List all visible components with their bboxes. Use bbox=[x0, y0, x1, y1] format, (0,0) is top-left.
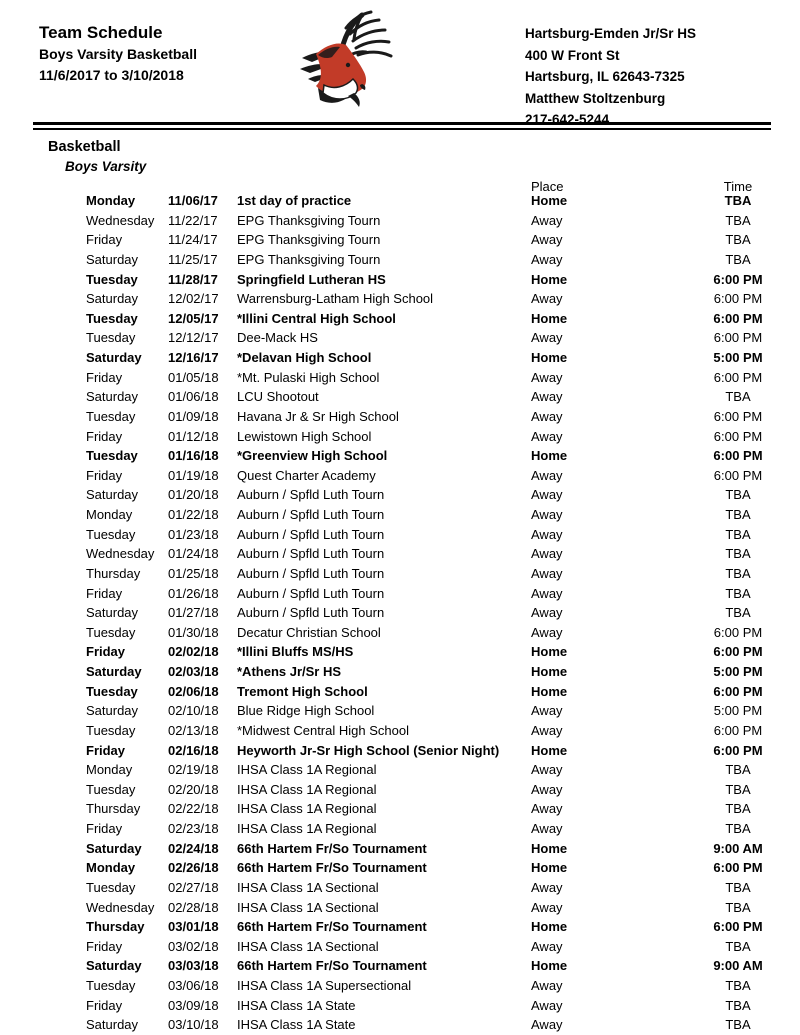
cell-time: TBA bbox=[725, 821, 751, 836]
cell-day: Monday bbox=[86, 762, 133, 778]
cell-place: Away bbox=[531, 389, 563, 405]
table-row bbox=[86, 488, 771, 508]
table-row bbox=[86, 959, 771, 979]
cell-place: Away bbox=[531, 879, 563, 895]
cell-time: 6:00 PM bbox=[713, 919, 763, 935]
cell-date: 03/06/18 bbox=[168, 978, 219, 993]
table-row bbox=[86, 763, 771, 783]
cell-time: 9:00 AM bbox=[713, 958, 763, 974]
cell-day: Friday bbox=[86, 232, 123, 248]
cell-date: 01/05/18 bbox=[168, 369, 219, 385]
cell-date: 03/01/18 bbox=[168, 919, 219, 935]
cell-time: TBA bbox=[725, 938, 751, 954]
team-subtitle: Boys Varsity Basketball bbox=[39, 46, 197, 62]
cell-time: 6:00 PM bbox=[713, 467, 763, 483]
cell-time: 5:00 PM bbox=[713, 664, 763, 679]
table-row bbox=[86, 351, 771, 371]
cell-place: Away bbox=[531, 212, 563, 228]
cell-day: Friday bbox=[86, 467, 123, 483]
school-address: 400 W Front St bbox=[525, 47, 620, 63]
cell-date: 03/10/18 bbox=[168, 1017, 219, 1033]
cell-place: Away bbox=[531, 408, 563, 424]
cell-place: Home bbox=[531, 860, 568, 876]
cell-day: Tuesday bbox=[86, 310, 138, 326]
table-row bbox=[86, 802, 771, 822]
cell-day: Friday bbox=[86, 644, 126, 660]
cell-time: 5:00 PM bbox=[713, 350, 763, 365]
cell-event: IHSA Class 1A Supersectional bbox=[237, 978, 412, 993]
table-row bbox=[86, 979, 771, 999]
cell-day: Monday bbox=[86, 860, 136, 876]
school-city: Hartsburg, IL 62643-7325 bbox=[525, 69, 685, 84]
cell-place: Away bbox=[531, 251, 563, 267]
cell-event: 66th Hartem Fr/So Tournament bbox=[237, 860, 427, 876]
stag-mascot-logo-icon bbox=[300, 8, 400, 113]
table-row bbox=[86, 842, 771, 862]
table-row bbox=[86, 410, 771, 430]
cell-date: 11/22/17 bbox=[168, 212, 218, 228]
cell-day: Saturday bbox=[86, 958, 142, 974]
table-row bbox=[86, 665, 771, 685]
table-row bbox=[86, 508, 771, 528]
cell-time: TBA bbox=[725, 899, 751, 915]
cell-date: 02/03/18 bbox=[168, 664, 219, 679]
cell-event: Heyworth Jr-Sr High School (Senior Night) bbox=[237, 742, 500, 758]
cell-place: Away bbox=[531, 801, 563, 817]
cell-place: Home bbox=[531, 683, 568, 699]
cell-place: Away bbox=[531, 624, 563, 640]
cell-date: 01/22/18 bbox=[168, 507, 219, 522]
cell-time: 6:00 PM bbox=[713, 408, 763, 424]
cell-day: Wednesday bbox=[86, 546, 155, 562]
cell-time: 6:00 PM bbox=[713, 369, 763, 385]
cell-day: Saturday bbox=[86, 291, 139, 307]
cell-day: Tuesday bbox=[86, 624, 136, 640]
cell-time: 6:00 PM bbox=[713, 291, 763, 307]
cell-place: Away bbox=[531, 899, 563, 915]
cell-date: 02/24/18 bbox=[168, 840, 219, 856]
header-right bbox=[525, 23, 696, 131]
cell-place: Away bbox=[531, 605, 563, 621]
cell-event: IHSA Class 1A State bbox=[237, 997, 356, 1013]
cell-time: TBA bbox=[725, 762, 751, 778]
cell-time: TBA bbox=[725, 251, 751, 267]
cell-date: 02/02/18 bbox=[168, 644, 219, 660]
cell-date: 12/16/17 bbox=[168, 350, 219, 365]
table-row bbox=[86, 312, 771, 332]
cell-date: 01/20/18 bbox=[168, 487, 219, 503]
cell-date: 01/27/18 bbox=[168, 605, 219, 621]
double-rule-divider bbox=[33, 122, 771, 130]
cell-time: 6:00 PM bbox=[713, 860, 763, 876]
cell-date: 02/22/18 bbox=[168, 801, 219, 817]
table-row bbox=[86, 861, 771, 881]
cell-day: Saturday bbox=[86, 664, 142, 679]
school-name: Hartsburg-Emden Jr/Sr HS bbox=[525, 26, 697, 41]
table-row bbox=[86, 469, 771, 489]
cell-time: 6:00 PM bbox=[713, 330, 763, 346]
cell-event: Springfield Lutheran HS bbox=[237, 271, 386, 287]
cell-event: EPG Thanksgiving Tourn bbox=[237, 251, 381, 267]
table-row bbox=[86, 331, 771, 351]
cell-time: TBA bbox=[725, 507, 751, 522]
column-header-time: Time bbox=[723, 179, 753, 194]
column-header-spacer bbox=[86, 180, 531, 193]
cell-date: 01/26/18 bbox=[168, 585, 219, 601]
cell-place: Away bbox=[531, 1017, 563, 1033]
cell-place: Home bbox=[531, 840, 568, 856]
cell-place: Home bbox=[531, 919, 568, 935]
table-row bbox=[86, 194, 771, 214]
cell-place: Away bbox=[531, 997, 563, 1013]
cell-day: Thursday bbox=[86, 919, 145, 935]
cell-day: Saturday bbox=[86, 251, 139, 267]
cell-time: 5:00 PM bbox=[713, 703, 763, 719]
cell-date: 01/09/18 bbox=[168, 408, 219, 424]
cell-date: 12/12/17 bbox=[168, 330, 219, 346]
cell-event: IHSA Class 1A Regional bbox=[237, 781, 377, 797]
cell-date: 01/06/18 bbox=[168, 389, 219, 405]
date-range: 11/6/2017 to 3/10/2018 bbox=[39, 67, 184, 83]
cell-day: Saturday bbox=[86, 350, 142, 365]
cell-event: *Delavan High School bbox=[237, 350, 372, 365]
page-title: Team Schedule bbox=[39, 23, 163, 42]
cell-event: *Illini Central High School bbox=[237, 310, 396, 326]
cell-event: *Greenview High School bbox=[237, 448, 388, 464]
table-header-row bbox=[86, 180, 771, 193]
table-row bbox=[86, 371, 771, 391]
cell-time: TBA bbox=[724, 193, 752, 208]
cell-event: IHSA Class 1A Sectional bbox=[237, 938, 379, 954]
table-row bbox=[86, 940, 771, 960]
cell-event: Auburn / Spfld Luth Tourn bbox=[237, 526, 385, 542]
cell-event: 66th Hartem Fr/So Tournament bbox=[237, 919, 427, 935]
cell-event: IHSA Class 1A Regional bbox=[237, 821, 377, 836]
cell-date: 03/03/18 bbox=[168, 958, 219, 974]
cell-place: Away bbox=[531, 565, 563, 581]
table-row bbox=[86, 253, 771, 273]
cell-date: 11/06/17 bbox=[168, 193, 218, 208]
cell-event: Warrensburg-Latham High School bbox=[237, 291, 434, 307]
cell-time: 6:00 PM bbox=[713, 310, 763, 326]
table-row bbox=[86, 547, 771, 567]
cell-place: Away bbox=[531, 291, 563, 307]
cell-place: Away bbox=[531, 762, 563, 778]
cell-day: Saturday bbox=[86, 389, 139, 405]
cell-day: Friday bbox=[86, 742, 126, 758]
cell-place: Away bbox=[531, 821, 563, 836]
cell-place: Away bbox=[531, 585, 563, 601]
cell-date: 11/24/17 bbox=[168, 232, 218, 248]
cell-event: EPG Thanksgiving Tourn bbox=[237, 212, 381, 228]
cell-time: TBA bbox=[725, 212, 751, 228]
cell-event: EPG Thanksgiving Tourn bbox=[237, 232, 381, 248]
table-row bbox=[86, 430, 771, 450]
cell-day: Wednesday bbox=[86, 212, 155, 228]
cell-day: Saturday bbox=[86, 1017, 139, 1033]
cell-event: Quest Charter Academy bbox=[237, 467, 376, 483]
cell-place: Home bbox=[531, 448, 568, 464]
table-row bbox=[86, 567, 771, 587]
table-row bbox=[86, 273, 771, 293]
cell-place: Home bbox=[531, 310, 568, 326]
cell-place: Away bbox=[531, 526, 563, 542]
cell-event: *Midwest Central High School bbox=[237, 722, 409, 738]
cell-time: TBA bbox=[725, 565, 751, 581]
cell-time: 6:00 PM bbox=[713, 742, 763, 758]
cell-date: 01/30/18 bbox=[168, 624, 219, 640]
cell-place: Home bbox=[531, 193, 568, 208]
cell-event: Auburn / Spfld Luth Tourn bbox=[237, 507, 385, 522]
cell-place: Away bbox=[531, 487, 563, 503]
team-heading: Boys Varsity bbox=[65, 159, 147, 174]
table-row bbox=[86, 920, 771, 940]
cell-date: 01/19/18 bbox=[168, 467, 219, 483]
cell-day: Friday bbox=[86, 428, 123, 444]
cell-time: 6:00 PM bbox=[713, 644, 763, 660]
cell-time: TBA bbox=[725, 801, 751, 817]
cell-event: Havana Jr & Sr High School bbox=[237, 408, 399, 424]
cell-time: 9:00 AM bbox=[713, 840, 763, 856]
cell-time: TBA bbox=[725, 389, 751, 405]
cell-event: Auburn / Spfld Luth Tourn bbox=[237, 487, 385, 503]
table-row bbox=[86, 1018, 771, 1035]
cell-day: Tuesday bbox=[86, 683, 138, 699]
cell-place: Away bbox=[531, 938, 563, 954]
cell-time: 6:00 PM bbox=[713, 683, 763, 699]
cell-place: Away bbox=[531, 428, 563, 444]
cell-date: 02/23/18 bbox=[168, 821, 219, 836]
cell-place: Home bbox=[531, 958, 568, 974]
table-row bbox=[86, 214, 771, 234]
cell-day: Saturday bbox=[86, 840, 142, 856]
cell-time: TBA bbox=[725, 487, 751, 503]
cell-place: Away bbox=[531, 232, 563, 248]
cell-date: 12/02/17 bbox=[168, 291, 219, 307]
cell-place: Home bbox=[531, 350, 568, 365]
cell-date: 01/12/18 bbox=[168, 428, 219, 444]
cell-date: 02/16/18 bbox=[168, 742, 219, 758]
cell-time: TBA bbox=[725, 781, 751, 797]
cell-day: Tuesday bbox=[86, 722, 136, 738]
cell-date: 12/05/17 bbox=[168, 310, 219, 326]
cell-place: Away bbox=[531, 781, 563, 797]
cell-event: Auburn / Spfld Luth Tourn bbox=[237, 605, 385, 621]
cell-day: Tuesday bbox=[86, 448, 138, 464]
table-row bbox=[86, 881, 771, 901]
cell-time: 6:00 PM bbox=[713, 624, 763, 640]
cell-date: 11/25/17 bbox=[168, 251, 218, 267]
cell-time: TBA bbox=[725, 879, 751, 895]
table-row bbox=[86, 449, 771, 469]
cell-day: Saturday bbox=[86, 487, 139, 503]
contact-name: Matthew Stoltzenburg bbox=[525, 90, 666, 106]
cell-day: Tuesday bbox=[86, 408, 136, 424]
cell-event: Auburn / Spfld Luth Tourn bbox=[237, 585, 385, 601]
table-row bbox=[86, 685, 771, 705]
sport-heading: Basketball bbox=[48, 139, 121, 155]
cell-date: 02/10/18 bbox=[168, 703, 219, 719]
cell-event: IHSA Class 1A Regional bbox=[237, 801, 377, 817]
cell-place: Away bbox=[531, 978, 563, 993]
cell-date: 11/28/17 bbox=[168, 271, 218, 287]
cell-date: 02/20/18 bbox=[168, 781, 219, 797]
cell-date: 02/13/18 bbox=[168, 722, 219, 738]
table-row bbox=[86, 999, 771, 1019]
table-row bbox=[86, 704, 771, 724]
cell-place: Away bbox=[531, 467, 563, 483]
cell-place: Home bbox=[531, 742, 568, 758]
cell-time: 6:00 PM bbox=[713, 448, 763, 464]
cell-place: Away bbox=[531, 546, 563, 562]
cell-place: Home bbox=[531, 644, 568, 660]
cell-date: 01/24/18 bbox=[168, 546, 219, 562]
cell-day: Friday bbox=[86, 997, 123, 1013]
cell-date: 02/26/18 bbox=[168, 860, 219, 876]
cell-event: Lewistown High School bbox=[237, 428, 372, 444]
contact-phone: 217-642-5244 bbox=[525, 112, 610, 127]
cell-time: TBA bbox=[725, 605, 751, 621]
cell-time: 6:00 PM bbox=[713, 428, 763, 444]
cell-day: Monday bbox=[86, 507, 133, 522]
table-row bbox=[86, 645, 771, 665]
cell-event: *Illini Bluffs MS/HS bbox=[237, 644, 354, 660]
cell-place: Home bbox=[531, 271, 568, 287]
cell-time: TBA bbox=[725, 978, 751, 993]
cell-place: Home bbox=[531, 664, 568, 679]
cell-day: Saturday bbox=[86, 605, 139, 621]
cell-time: 6:00 PM bbox=[713, 271, 763, 287]
cell-place: Away bbox=[531, 703, 563, 719]
column-header-place: Place bbox=[531, 179, 564, 194]
cell-day: Tuesday bbox=[86, 978, 136, 993]
cell-date: 02/27/18 bbox=[168, 879, 219, 895]
cell-time: TBA bbox=[725, 232, 751, 248]
cell-date: 03/09/18 bbox=[168, 997, 219, 1013]
cell-time: TBA bbox=[725, 997, 751, 1013]
table-row bbox=[86, 822, 771, 842]
cell-date: 02/06/18 bbox=[168, 683, 219, 699]
table-row bbox=[86, 724, 771, 744]
cell-place: Away bbox=[531, 369, 563, 385]
cell-day: Wednesday bbox=[86, 899, 155, 915]
cell-day: Tuesday bbox=[86, 781, 136, 797]
table-row bbox=[86, 587, 771, 607]
cell-event: Blue Ridge High School bbox=[237, 703, 375, 719]
cell-time: TBA bbox=[725, 526, 751, 542]
table-row bbox=[86, 528, 771, 548]
cell-event: 66th Hartem Fr/So Tournament bbox=[237, 840, 427, 856]
header-left bbox=[39, 21, 197, 86]
cell-time: TBA bbox=[725, 585, 751, 601]
cell-time: TBA bbox=[725, 546, 751, 562]
cell-day: Tuesday bbox=[86, 879, 136, 895]
cell-day: Friday bbox=[86, 369, 123, 385]
cell-event: Dee-Mack HS bbox=[237, 330, 318, 346]
cell-event: IHSA Class 1A State bbox=[237, 1017, 356, 1033]
schedule-rows bbox=[86, 194, 771, 1035]
cell-day: Friday bbox=[86, 585, 123, 601]
cell-event: IHSA Class 1A Regional bbox=[237, 762, 377, 778]
table-row bbox=[86, 744, 771, 764]
cell-event: 1st day of practice bbox=[237, 193, 352, 208]
cell-event: 66th Hartem Fr/So Tournament bbox=[237, 958, 427, 974]
table-row bbox=[86, 390, 771, 410]
cell-date: 01/16/18 bbox=[168, 448, 219, 464]
cell-day: Tuesday bbox=[86, 330, 136, 346]
cell-event: Tremont High School bbox=[237, 683, 368, 699]
cell-event: Auburn / Spfld Luth Tourn bbox=[237, 546, 385, 562]
cell-day: Saturday bbox=[86, 703, 139, 719]
cell-day: Thursday bbox=[86, 801, 141, 817]
cell-event: IHSA Class 1A Sectional bbox=[237, 879, 379, 895]
cell-date: 01/25/18 bbox=[168, 565, 219, 581]
table-row bbox=[86, 606, 771, 626]
table-row bbox=[86, 292, 771, 312]
table-row bbox=[86, 783, 771, 803]
cell-time: 6:00 PM bbox=[713, 722, 763, 738]
cell-day: Friday bbox=[86, 821, 123, 836]
cell-day: Thursday bbox=[86, 565, 141, 581]
cell-day: Monday bbox=[86, 193, 136, 208]
cell-day: Tuesday bbox=[86, 271, 138, 287]
cell-time: TBA bbox=[725, 1017, 751, 1033]
cell-place: Away bbox=[531, 722, 563, 738]
cell-place: Away bbox=[531, 507, 563, 522]
cell-event: LCU Shootout bbox=[237, 389, 319, 405]
cell-date: 02/19/18 bbox=[168, 762, 219, 778]
cell-date: 02/28/18 bbox=[168, 899, 219, 915]
table-row bbox=[86, 233, 771, 253]
cell-day: Tuesday bbox=[86, 526, 136, 542]
cell-date: 03/02/18 bbox=[168, 938, 219, 954]
cell-place: Away bbox=[531, 330, 563, 346]
cell-date: 01/23/18 bbox=[168, 526, 219, 542]
cell-event: IHSA Class 1A Sectional bbox=[237, 899, 379, 915]
cell-event: *Athens Jr/Sr HS bbox=[237, 664, 342, 679]
cell-event: *Mt. Pulaski High School bbox=[237, 369, 380, 385]
cell-day: Friday bbox=[86, 938, 123, 954]
cell-event: Decatur Christian School bbox=[237, 624, 381, 640]
table-row bbox=[86, 626, 771, 646]
cell-event: Auburn / Spfld Luth Tourn bbox=[237, 565, 385, 581]
table-row bbox=[86, 901, 771, 921]
